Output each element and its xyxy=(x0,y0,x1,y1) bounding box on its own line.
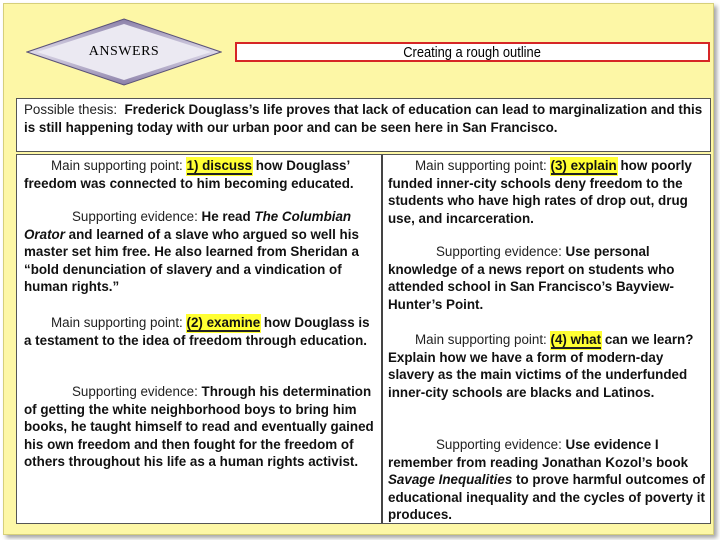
highlight-examine: (2) examine xyxy=(186,315,261,330)
evidence-text: Use evidence I remember from reading Jonathan Kozol’s book xyxy=(388,437,689,470)
evidence-1 xyxy=(24,208,374,296)
main-point-1 xyxy=(24,157,374,192)
column-divider xyxy=(381,155,383,523)
thesis-box xyxy=(16,98,711,152)
thesis-text: Frederick Douglass’s life proves that lack of education can lead to marginalization and this is still happening today with our urban poor and can be seen here in San Francisco. xyxy=(24,102,703,135)
evidence-label: Supporting evidence: xyxy=(72,384,198,399)
slide-title-text: Creating a rough outline xyxy=(403,43,542,61)
main-point-label: Main supporting point: xyxy=(51,158,183,173)
outline-table xyxy=(16,154,711,524)
evidence-label: Supporting evidence: xyxy=(436,437,562,452)
main-point-text: how poorly funded inner-city schools deny freedom to the students who have high rates of drop out, drug use, and incarceration. xyxy=(388,158,692,226)
book-title: Savage Inequalities xyxy=(388,472,513,487)
evidence-text: and learned of a slave who argued so well his master set him free. He also learned from Sheridan a “bold denunciation of slavery and a vindication of human rights.” xyxy=(24,226,359,294)
evidence-3 xyxy=(388,243,706,313)
answers-label: ANSWERS xyxy=(88,44,160,59)
book-title: The Columbian Orator xyxy=(24,209,352,242)
evidence-text: He read xyxy=(201,209,251,224)
answers-badge xyxy=(26,18,222,86)
main-point-2 xyxy=(24,314,374,349)
evidence-text: Use personal knowledge of a news report on students who attended school in San Francisco’s Bayview-Hunter’s Point. xyxy=(388,244,675,312)
main-point-4 xyxy=(388,331,706,401)
evidence-2 xyxy=(24,383,374,471)
main-point-label: Main supporting point: xyxy=(415,158,547,173)
highlight-what: (4) what xyxy=(550,332,602,347)
slide xyxy=(3,3,714,535)
evidence-label: Supporting evidence: xyxy=(72,209,198,224)
evidence-text: to prove harmful outcomes of educational inequality and the cycles of poverty it produces. xyxy=(388,472,706,522)
evidence-text: Through his determination of getting the white neighborhood boys to bring him books, he taught himself to read and eventually gained his own freedom and then fought for the freedom of others throughout his life as a human rights activist. xyxy=(24,384,374,469)
main-point-3 xyxy=(388,157,706,227)
highlight-discuss: 1) discuss xyxy=(186,158,252,173)
main-point-text: how Douglass’ freedom was connected to him becoming educated. xyxy=(24,158,354,191)
main-point-text: can we learn? Explain how we have a form of modern-day slavery as the main victims of the underfunded inner-city schools are blacks and Latinos. xyxy=(388,332,694,400)
slide-title xyxy=(235,42,710,62)
main-point-text: how Douglass is a testament to the idea of freedom through education. xyxy=(24,315,370,348)
main-point-label: Main supporting point: xyxy=(415,332,547,347)
main-point-label: Main supporting point: xyxy=(51,315,183,330)
highlight-explain: (3) explain xyxy=(550,158,617,173)
evidence-4 xyxy=(388,436,706,524)
evidence-label: Supporting evidence: xyxy=(436,244,562,259)
thesis-label: Possible thesis: xyxy=(24,102,118,117)
